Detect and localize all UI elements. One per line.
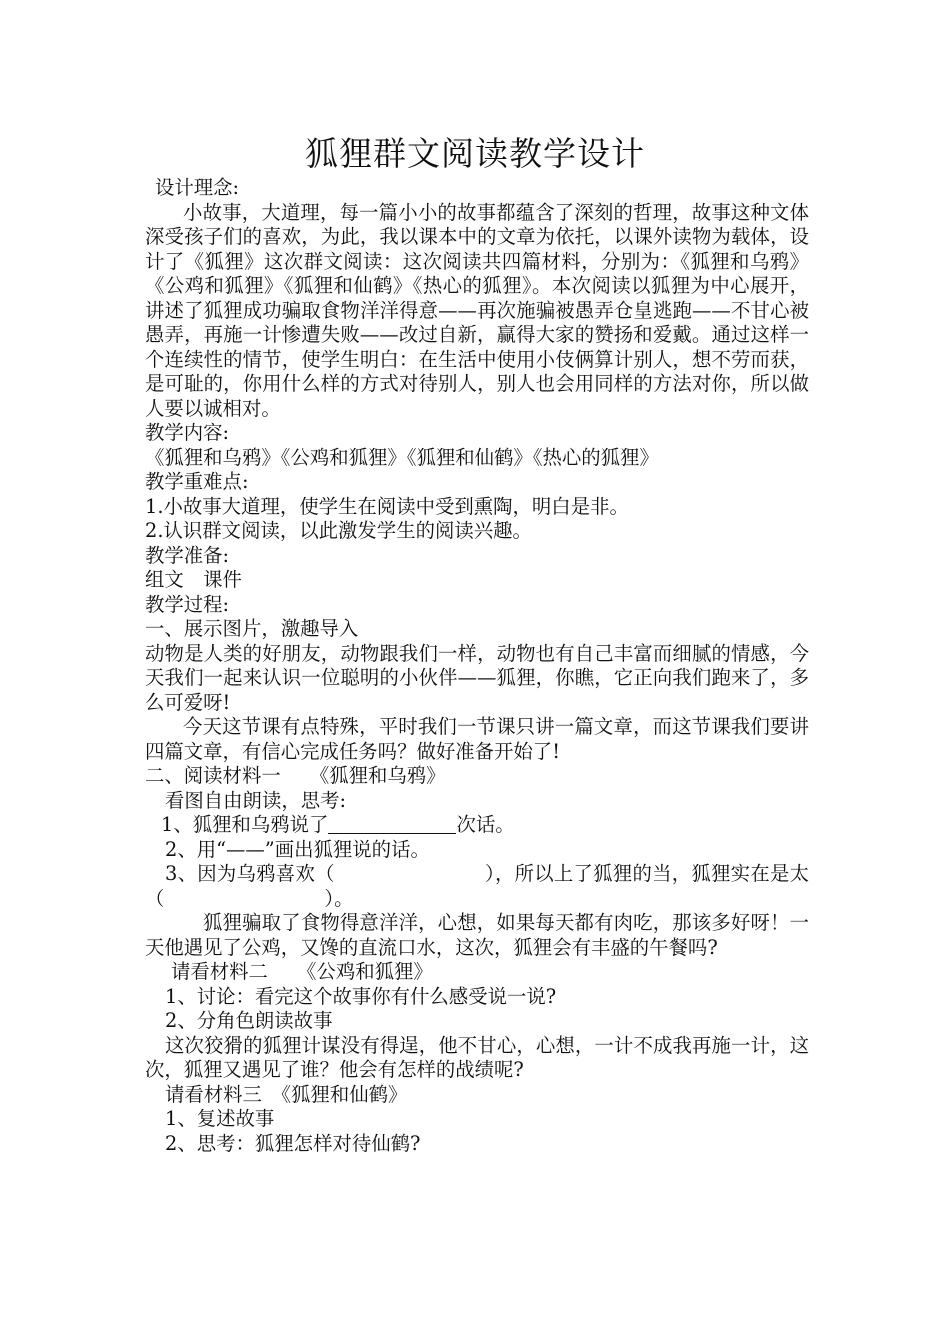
- process-heading: 教学过程:: [145, 592, 230, 616]
- question-3-text-end: ）。: [324, 886, 354, 910]
- step3-question-2: 2、分角色朗读故事: [165, 1009, 333, 1032]
- key-points-heading: 教学重难点:: [145, 470, 249, 493]
- step2-question-3: [145, 862, 809, 911]
- question-1-text-start: 1、狐狸和乌鸦说了: [161, 813, 329, 836]
- concept-heading: 设计理念:: [155, 176, 240, 199]
- step3-paragraph: 这次狡猾的狐狸计谋没有得逞，他不甘心，心想，一计不成我再施一计，这次，狐狸又遇见了谁？他会有怎样的战绩呢?: [145, 1033, 809, 1081]
- question-3-text-mid: ），所以上了狐狸的当，狐狸实在是太（: [145, 862, 809, 910]
- step4-question-2: 2、思考：狐狸怎样对待仙鹤?: [165, 1131, 421, 1155]
- step2-heading: 二、阅读材料一 《狐狸和乌鸦》: [145, 764, 446, 787]
- content-text: 《狐狸和乌鸦》《公鸡和狐狸》《狐狸和仙鹤》《热心的狐狸》: [145, 445, 659, 469]
- concept-paragraph: 小故事，大道理，每一篇小小的故事都蕴含了深刻的哲理，故事这种文体深受孩子们的喜欢，为此，我以课本中的文章为依托，以课外读物为载体，设计了《狐狸》这次群文阅读：这次阅读共四篇材料，分别为：《狐狸和乌鸦》《公鸡和狐狸》《狐狸和仙鹤》《热心的狐狸》。本次阅读以狐狸为中心展开，讲述了狐狸成功骗取食物洋洋得意——再次施骗被愚弄仓皇逃跑——不甘心被愚弄，再施一计惨遭失败——改过自新，赢得大家的赞扬和爱戴。通过这样一个连续性的情节，使学生明白：在生活中使用小伎俩算计别人，想不劳而获，是可耻的，你用什么样的方式对待别人，别人也会用同样的方法对你，所以做人要以诚相对。: [145, 200, 809, 420]
- key-point-1: 1.小故事大道理，使学生在阅读中受到熏陶，明白是非。: [145, 494, 629, 518]
- step1-heading: 一、展示图片，激趣导入: [145, 617, 359, 640]
- step1-paragraph-2: 今天这节课有点特殊，平时我们一节课只讲一篇文章，而这节课我们要讲四篇文章，有信心完成任务吗？做好准备开始了!: [145, 715, 809, 763]
- step4-question-1: 1、复述故事: [165, 1107, 275, 1130]
- step4-heading: 请看材料三 《狐狸和仙鹤》: [165, 1082, 408, 1106]
- question-3-text-start: 3、因为乌鸦喜欢（: [165, 862, 335, 885]
- step2-paragraph: 狐狸骗取了食物得意洋洋，心想，如果每天都有肉吃，那该多好呀！一天他遇见了公鸡，又馋的直流口水，这次，狐狸会有丰盛的午餐吗?: [145, 911, 809, 959]
- key-point-2: 2.认识群文阅读，以此激发学生的阅读兴趣。: [145, 519, 532, 542]
- answer-blank-line: [328, 815, 456, 834]
- preparation-heading: 教学准备:: [145, 543, 230, 567]
- step2-question-2: 2、用“——”画出狐狸说的话。: [165, 837, 430, 861]
- step3-heading: 请看材料二 《公鸡和狐狸》: [171, 960, 433, 983]
- content-heading: 教学内容:: [145, 421, 230, 444]
- document-body: [145, 176, 809, 1156]
- step2-intro: 看图自由朗读，思考:: [165, 788, 347, 812]
- step2-question-1: [145, 813, 809, 838]
- preparation-text: 组文 课件: [145, 568, 242, 591]
- document-title: 狐狸群文阅读教学设计: [305, 134, 645, 173]
- step3-question-1: 1、讨论：看完这个故事你有什么感受说一说?: [165, 984, 557, 1008]
- question-1-text-end: 次话。: [456, 813, 515, 836]
- step1-paragraph-1: 动物是人类的好朋友，动物跟我们一样，动物也有自己丰富而细腻的情感，今天我们一起来认识一位聪明的小伙伴——狐狸，你瞧，它正向我们跑来了，多么可爱呀!: [145, 641, 809, 714]
